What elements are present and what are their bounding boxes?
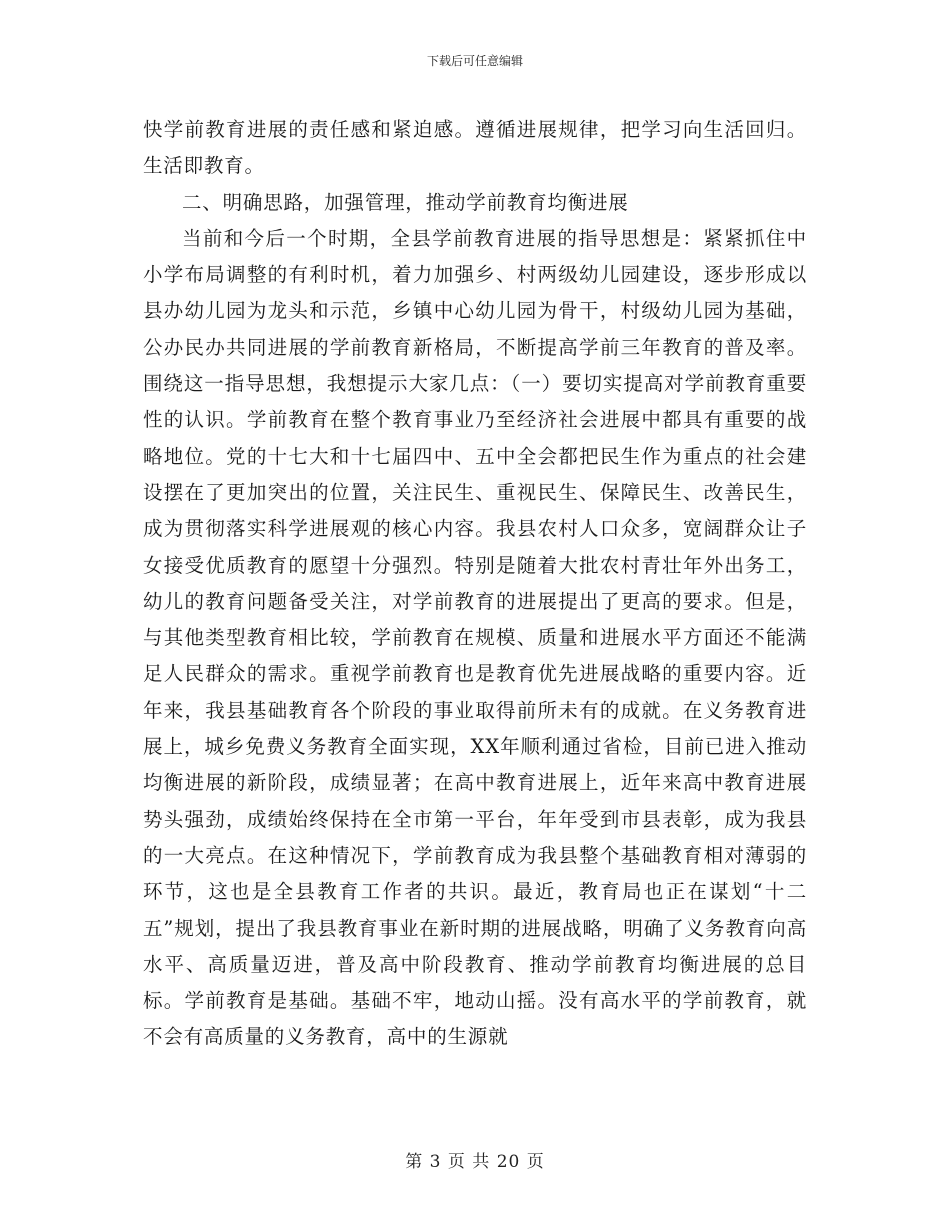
document-body <box>143 112 807 1056</box>
paragraph-main: 当前和今后一个时期，全县学前教育进展的指导思想是：紧紧抓住中小学布局调整的有利时机，着力加强乡、村两级幼儿园建设，逐步形成以县办幼儿园为龙头和示范，乡镇中心幼儿园为骨干，村级幼儿园为基础，公办民办共同进展的学前教育新格局，不断提高学前三年教育的普及率。围绕这一指导思想，我想提示大家几点：（一）要切实提高对学前教育重要性的认识。学前教育在整个教育事业乃至经济社会进展中都具有重要的战略地位。党的十七大和十七届四中、五中全会都把民生作为重点的社会建设摆在了更加突出的位置，关注民生、重视民生、保障民生、改善民生，成为贯彻落实科学进展观的核心内容。我县农村人口众多，宽阔群众让子女接受优质教育的愿望十分强烈。特别是随着大批农村青壮年外出务工，幼儿的教育问题备受关注，对学前教育的进展提出了更高的要求。但是，与其他类型教育相比较，学前教育在规模、质量和进展水平方面还不能满足人民群众的需求。重视学前教育也是教育优先进展战略的重要内容。近年来，我县基础教育各个阶段的事业取得前所未有的成就。在义务教育进展上，城乡免费义务教育全面实现，XX年顺利通过省检，目前已进入推动均衡进展的新阶段，成绩显著；在高中教育进展上，近年来高中教育进展势头强劲，成绩始终保持在全市第一平台，年年受到市县表彰，成为我县的一大亮点。在这种情况下，学前教育成为我县整个基础教育相对薄弱的环节，这也是全县教育工作者的共识。最近，教育局也正在谋划“十二五”规划，提出了我县教育事业在新时期的进展战略，明确了义务教育向高水平、高质量迈进，普及高中阶段教育、推动学前教育均衡进展的总目标。学前教育是基础。基础不牢，地动山摇。没有高水平的学前教育，就不会有高质量的义务教育，高中的生源就 <box>143 226 807 1049</box>
page-header-note: 下载后可任意编辑 <box>426 54 523 68</box>
section-heading: 二、明确思路，加强管理，推动学前教育均衡进展 <box>182 190 629 214</box>
page-number: 第 3 页 共 20 页 <box>405 1152 545 1172</box>
paragraph-continuation: 快学前教育进展的责任感和紧迫感。遵循进展规律，把学习向生活回归。生活即教育。 <box>143 118 807 178</box>
